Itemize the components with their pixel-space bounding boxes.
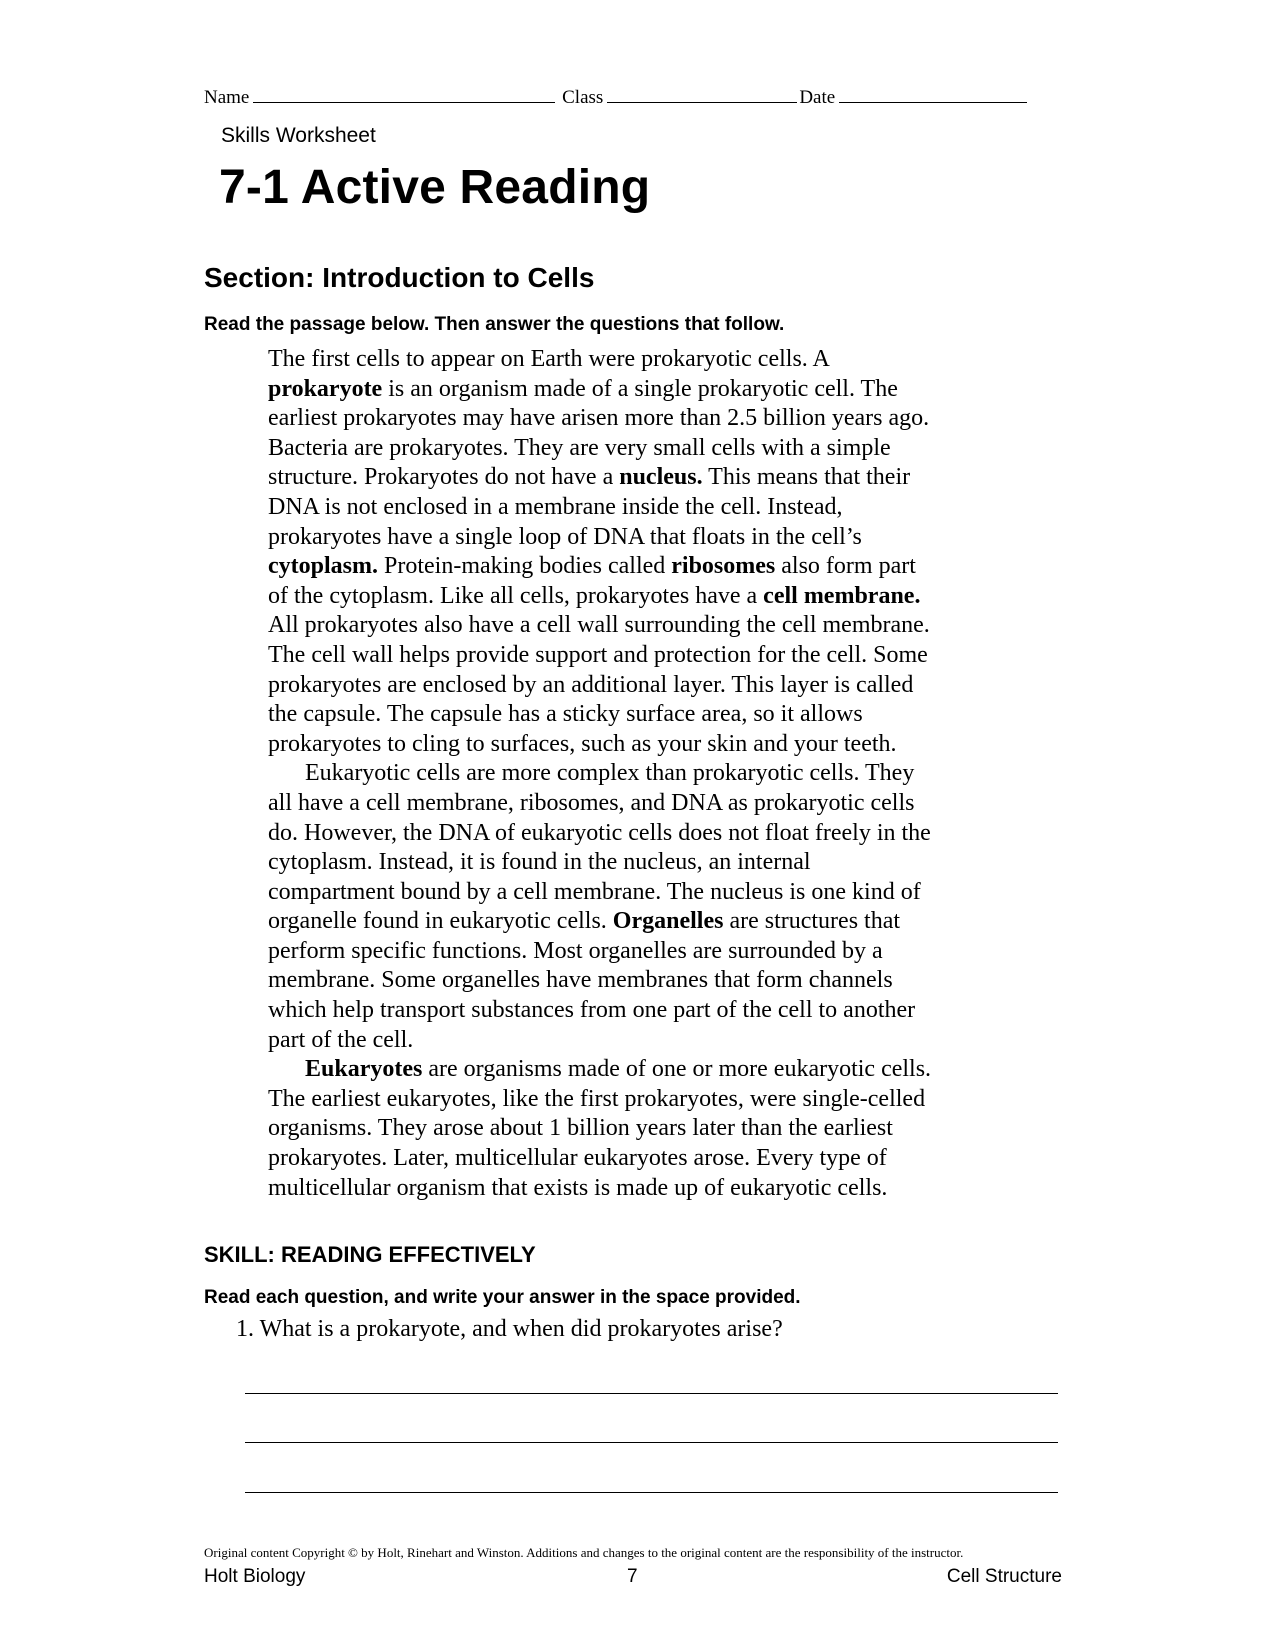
passage-line: of the cytoplasm. Like all cells, prokaryotes have a cell membrane. xyxy=(268,582,921,609)
name-label: Name xyxy=(204,87,250,108)
footer-chapter-title: Cell Structure xyxy=(946,1566,1062,1587)
passage-line: organisms. They arose about 1 billion years later than the earliest xyxy=(268,1115,893,1142)
term-eukaryotes: Eukaryotes xyxy=(305,1056,423,1083)
term-ribosomes: ribosomes xyxy=(671,553,776,580)
page-number: 7 xyxy=(627,1566,638,1587)
class-label: Class xyxy=(562,87,604,108)
question-instruction: Read each question, and write your answer in the space provided. xyxy=(204,1287,801,1308)
question-1: 1. What is a prokaryote, and when did prokaryotes arise? xyxy=(236,1316,783,1342)
passage-line: Bacteria are prokaryotes. They are very small cells with a simple xyxy=(268,434,891,461)
passage-line: compartment bound by a cell membrane. The nucleus is one kind of xyxy=(268,878,921,905)
passage-line: perform specific functions. Most organelles are surrounded by a xyxy=(268,937,883,964)
section-title: Section: Introduction to Cells xyxy=(204,262,595,293)
passage-line: prokaryotes to cling to surfaces, such as your skin and your teeth. xyxy=(268,730,897,757)
term-cytoplasm: cytoplasm. xyxy=(268,553,378,580)
passage-line: cytoplasm. Protein-making bodies called ribosomes also form part xyxy=(268,553,916,580)
passage-line: DNA is not enclosed in a membrane inside the cell. Instead, xyxy=(268,493,843,520)
passage-line: all have a cell membrane, ribosomes, and DNA as prokaryotic cells xyxy=(268,789,915,816)
passage-line: the capsule. The capsule has a sticky surface area, so it allows xyxy=(268,701,863,728)
passage-line: membrane. Some organelles have membranes that form channels xyxy=(268,967,893,994)
name-field[interactable] xyxy=(253,84,555,103)
class-field[interactable] xyxy=(607,84,797,103)
passage-line: Eukaryotes are organisms made of one or more eukaryotic cells. xyxy=(305,1056,932,1083)
passage-line: part of the cell. xyxy=(268,1026,414,1053)
copyright-notice: Original content Copyright © by Holt, Rinehart and Winston. Additions and changes to the original content are the responsibility of the instructor. xyxy=(204,1545,964,1560)
term-cell-membrane: cell membrane. xyxy=(763,582,921,609)
answer-line-2[interactable] xyxy=(245,1442,1058,1443)
passage-line: prokaryotes are enclosed by an additional layer. This layer is called xyxy=(268,671,914,698)
reading-passage xyxy=(268,345,988,1203)
date-field[interactable] xyxy=(839,84,1027,103)
passage-line: prokaryote is an organism made of a single prokaryotic cell. The xyxy=(268,375,898,402)
passage-line: cytoplasm. Instead, it is found in the nucleus, an internal xyxy=(268,849,811,876)
passage-line: earliest prokaryotes may have arisen more than 2.5 billion years ago. xyxy=(268,405,930,432)
passage-line: prokaryotes have a single loop of DNA that floats in the cell’s xyxy=(268,523,862,550)
passage-line: which help transport substances from one part of the cell to another xyxy=(268,997,916,1024)
answer-line-1[interactable] xyxy=(245,1393,1058,1394)
passage-line: The first cells to appear on Earth were prokaryotic cells. A xyxy=(268,346,830,372)
passage-line: prokaryotes. Later, multicellular eukaryotes arose. Every type of xyxy=(268,1145,887,1172)
passage-line: multicellular organism that exists is made up of eukaryotic cells. xyxy=(268,1174,888,1201)
skill-heading: SKILL: READING EFFECTIVELY xyxy=(204,1242,536,1267)
passage-line: do. However, the DNA of eukaryotic cells does not float freely in the xyxy=(268,819,931,846)
page-footer xyxy=(204,1566,1062,1590)
term-nucleus: nucleus. xyxy=(619,464,703,491)
passage-instruction: Read the passage below. Then answer the questions that follow. xyxy=(204,314,785,335)
answer-line-3[interactable] xyxy=(245,1492,1058,1493)
passage-line: Eukaryotic cells are more complex than prokaryotic cells. They xyxy=(305,760,915,787)
passage-line: All prokaryotes also have a cell wall surrounding the cell membrane. xyxy=(268,612,930,639)
student-info-header xyxy=(204,84,1064,109)
passage-line: organelle found in eukaryotic cells. Organelles are structures that xyxy=(268,908,901,935)
term-prokaryote: prokaryote xyxy=(268,375,383,402)
passage-line: The cell wall helps provide support and protection for the cell. Some xyxy=(268,641,928,668)
date-label: Date xyxy=(799,87,836,108)
footer-book-title: Holt Biology xyxy=(204,1566,306,1587)
passage-line: structure. Prokaryotes do not have a nucleus. This means that their xyxy=(268,464,911,491)
term-organelles: Organelles xyxy=(612,908,724,935)
page-title: 7-1 Active Reading xyxy=(219,161,651,214)
passage-line: The earliest eukaryotes, like the first prokaryotes, were single-celled xyxy=(268,1085,926,1112)
worksheet-type: Skills Worksheet xyxy=(221,124,376,147)
